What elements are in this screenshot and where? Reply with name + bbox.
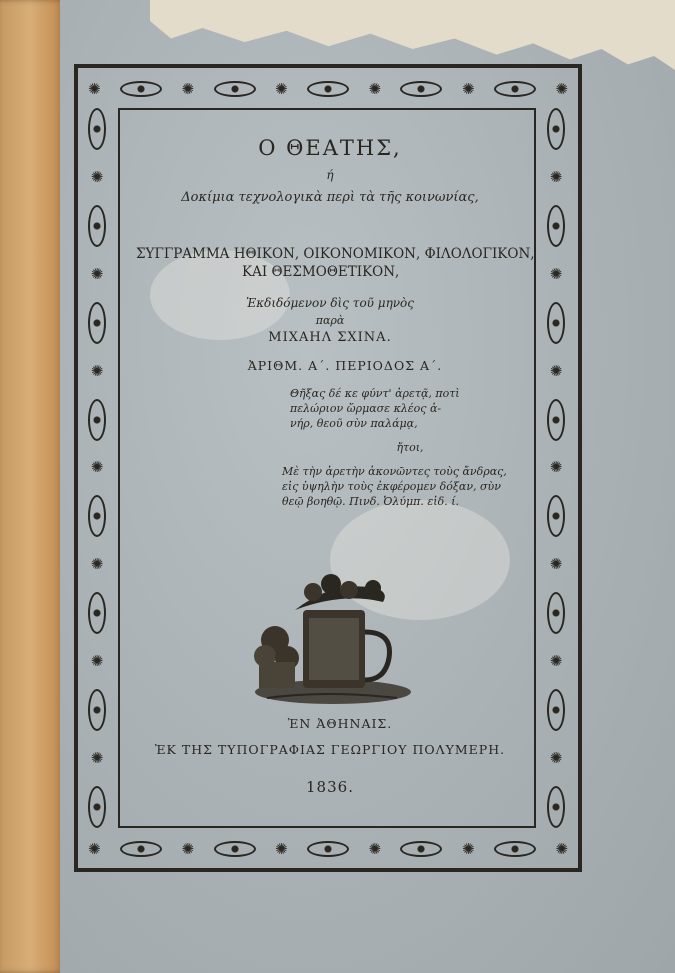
- ornament-oval-icon: [88, 786, 106, 828]
- ornament-oval-icon: [88, 495, 106, 537]
- ornament-oval-icon: [88, 399, 106, 441]
- publication-frequency: Ἐκδιδόμενον δὶς τοῦ μηνὸς: [245, 296, 415, 310]
- ornament-star-icon: ✺: [549, 458, 563, 477]
- epigraph-line: νήρ, θεοῦ σὺν παλάμᾳ,: [290, 417, 418, 430]
- ornament-star-icon: ✺: [461, 79, 475, 98]
- ornament-star-icon: ✺: [368, 839, 382, 858]
- ornament-star-icon: ✺: [90, 555, 104, 574]
- title-connector: ή: [326, 168, 334, 182]
- ornament-oval-icon: [307, 841, 349, 857]
- ornament-star-icon: ✺: [90, 264, 104, 283]
- ornament-star-icon: ✺: [90, 458, 104, 477]
- ornament-star-icon: ✺: [274, 79, 288, 98]
- ornament-band-right: [545, 108, 567, 828]
- ornament-oval-icon: [494, 841, 536, 857]
- ornament-oval-icon: [547, 108, 565, 150]
- ornament-oval-icon: [547, 302, 565, 344]
- ornament-oval-icon: [88, 108, 106, 150]
- ornament-star-icon: ✺: [461, 839, 475, 858]
- urn-with-plants-vignette: [245, 570, 420, 710]
- ornament-oval-icon: [494, 81, 536, 97]
- ornament-star-icon: ✺: [90, 167, 104, 186]
- ornament-oval-icon: [214, 841, 256, 857]
- ornament-star-icon: ✺: [549, 361, 563, 380]
- by-line: παρὰ: [315, 314, 345, 327]
- ornament-oval-icon: [547, 205, 565, 247]
- heading-line-2: ΚΑΙ ΘΕΣΜΟΘΕΤΙΚΟΝ,: [242, 264, 400, 280]
- ornament-oval-icon: [88, 205, 106, 247]
- ornament-band-bottom: [88, 838, 568, 860]
- ornament-oval-icon: [547, 689, 565, 731]
- ornament-star-icon: ✺: [88, 79, 101, 98]
- author-name: ΜΙΧΑΗΛ ΣΧΙΝΑ.: [268, 330, 392, 345]
- ornament-band-left: [86, 108, 108, 828]
- issue-number: ἈΡΙΘΜ. Α΄. ΠΕΡΙΟΔΟΣ Α΄.: [247, 358, 443, 373]
- ornament-star-icon: ✺: [555, 839, 568, 858]
- ornament-oval-icon: [547, 592, 565, 634]
- epigraph-line: Θῆξας δέ κε φύντ' ἀρετᾷ, ποτὶ: [290, 387, 460, 400]
- ornament-oval-icon: [400, 841, 442, 857]
- ornament-star-icon: ✺: [90, 652, 104, 671]
- book-spine: [0, 0, 66, 973]
- ornament-star-icon: ✺: [549, 555, 563, 574]
- ornament-star-icon: ✺: [555, 79, 568, 98]
- ornament-star-icon: ✺: [181, 79, 195, 98]
- book-title: Ο ΘΕΑΤΗΣ,: [258, 136, 402, 160]
- translation-line: θεῷ βοηθῷ. Πινδ. Ὀλύμπ. εἰδ. ί.: [282, 495, 460, 508]
- ornament-oval-icon: [547, 399, 565, 441]
- ornament-star-icon: ✺: [88, 839, 101, 858]
- ornament-star-icon: ✺: [549, 167, 563, 186]
- translation-line: Μὲ τὴν ἀρετὴν ἀκονῶντες τοὺς ἄνδρας,: [282, 465, 507, 478]
- heading-line-1: ΣΥΓΓΡΑΜΜΑ ΗΘΙΚΟΝ, ΟΙΚΟΝΟΜΙΚΟΝ, ΦΙΛΟΛΟΓΙΚΟΝ,: [136, 246, 535, 262]
- ornament-band-top: [88, 78, 568, 100]
- ornament-star-icon: ✺: [181, 839, 195, 858]
- ornament-oval-icon: [88, 302, 106, 344]
- ornament-oval-icon: [120, 81, 162, 97]
- place-of-publication: ἘΝ ἈΘΗΝΑΙΣ.: [287, 716, 393, 731]
- ornament-star-icon: ✺: [274, 839, 288, 858]
- ornament-star-icon: ✺: [549, 748, 563, 767]
- ornament-oval-icon: [307, 81, 349, 97]
- ornament-oval-icon: [547, 495, 565, 537]
- publication-year: 1836.: [306, 778, 354, 796]
- epigraph-connector: ἤτοι,: [396, 441, 424, 454]
- ornament-oval-icon: [214, 81, 256, 97]
- printer-line: ἘΚ ΤΗΣ ΤΥΠΟΓΡΑΦΙΑΣ ΓΕΩΡΓΙΟΥ ΠΟΛΥΜΕΡΗ.: [154, 742, 506, 757]
- translation-line: εἰς ὑψηλὴν τοὺς ἐκφέρομεν δόξαν, σὺν: [282, 480, 501, 493]
- ornament-star-icon: ✺: [549, 264, 563, 283]
- epigraph-line: πελώριον ὥρμασε κλέος ἀ-: [290, 402, 442, 415]
- ornament-star-icon: ✺: [368, 79, 382, 98]
- ornament-oval-icon: [88, 689, 106, 731]
- ornament-star-icon: ✺: [549, 652, 563, 671]
- ornament-oval-icon: [88, 592, 106, 634]
- ornament-star-icon: ✺: [90, 361, 104, 380]
- ornament-star-icon: ✺: [90, 748, 104, 767]
- ornament-oval-icon: [400, 81, 442, 97]
- subtitle: Δοκίμια τεχνολογικὰ περὶ τὰ τῆς κοινωνίας,: [181, 190, 479, 205]
- ornament-oval-icon: [120, 841, 162, 857]
- ornament-oval-icon: [547, 786, 565, 828]
